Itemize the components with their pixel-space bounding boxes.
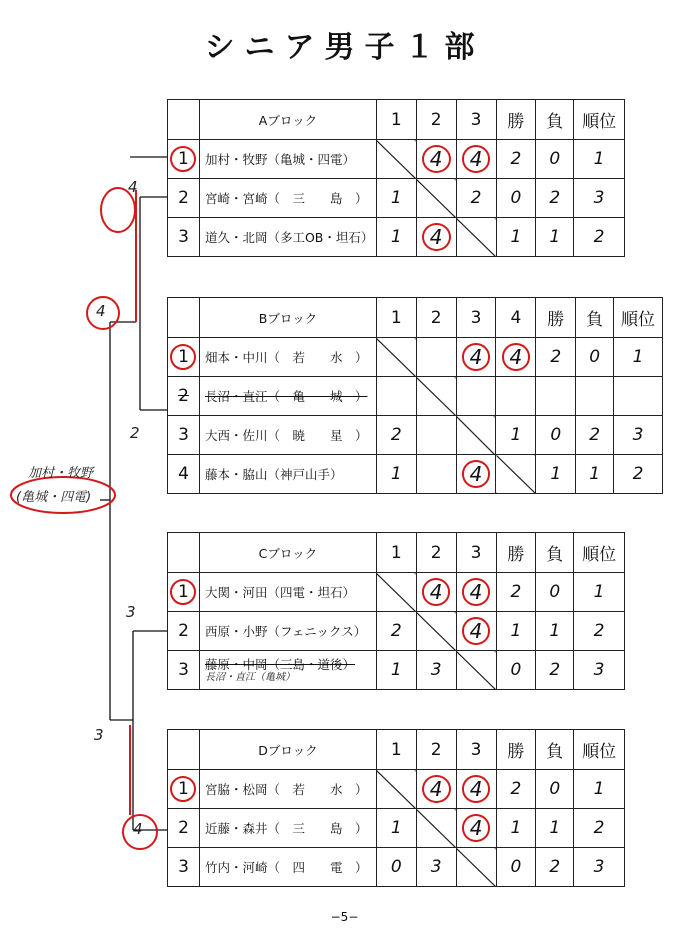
col-header: 4	[496, 298, 536, 338]
losses: 2	[536, 848, 574, 887]
win-header: 勝	[496, 730, 536, 770]
team-no: 1	[170, 579, 196, 605]
rank: 2	[574, 809, 625, 848]
losses: 0	[536, 140, 574, 179]
result-score: 1	[496, 416, 536, 455]
result-score: 0	[376, 848, 416, 887]
rank-header: 順位	[574, 730, 625, 770]
bracket-score: 2	[130, 424, 140, 442]
rank: 3	[574, 651, 625, 690]
col-header: 3	[456, 533, 496, 573]
result-score: 3	[416, 651, 456, 690]
result-score: 1	[376, 651, 416, 690]
rank: 1	[574, 140, 625, 179]
team-no: 2	[168, 809, 200, 848]
rank: 1	[574, 573, 625, 612]
team-no: 1	[170, 146, 196, 172]
wins: 0	[496, 651, 536, 690]
rank: 1	[614, 338, 663, 377]
col-header: 2	[416, 730, 456, 770]
wins: 0	[536, 416, 576, 455]
result-score: 4	[462, 343, 491, 371]
col-header: 2	[416, 100, 456, 140]
team-name: 宮崎・宮崎（ 三 島 ）	[199, 179, 376, 218]
result-score: 4	[462, 578, 491, 606]
losses: 0	[536, 770, 574, 809]
team-no: 2	[168, 377, 200, 416]
team-name-replacement: 長沼・直江（亀城）	[204, 671, 295, 683]
losses: 1	[576, 455, 614, 494]
team-name: 道久・北岡（多工OB・坦石）	[199, 218, 376, 257]
wins: 1	[496, 612, 536, 651]
team-no: 3	[168, 218, 200, 257]
losses: 2	[536, 179, 574, 218]
team-name: 大西・佐川（ 暁 星 ）	[199, 416, 376, 455]
result-score: 2	[376, 416, 416, 455]
team-no: 3	[168, 848, 200, 887]
rank: 1	[574, 770, 625, 809]
col-header: 2	[416, 533, 456, 573]
col-header: 3	[456, 100, 496, 140]
result-score: 4	[502, 343, 531, 371]
result-score: 4	[422, 145, 451, 173]
loss-header: 負	[536, 533, 574, 573]
losses: 1	[536, 218, 574, 257]
wins: 2	[496, 140, 536, 179]
wins: 1	[536, 455, 576, 494]
win-header: 勝	[536, 298, 576, 338]
bracket-score: 3	[94, 726, 104, 744]
result-score: 4	[462, 814, 491, 842]
loss-header: 負	[576, 298, 614, 338]
wins: 2	[496, 770, 536, 809]
result-score: 4	[422, 775, 451, 803]
team-name-withdrawn: 藤原・中岡（三島・道後）	[204, 656, 355, 672]
team-name: 西原・小野（フェニックス）	[199, 612, 376, 651]
wins: 0	[496, 179, 536, 218]
bracket-score: 4	[133, 820, 143, 838]
winner-team: (亀城・四電)	[16, 490, 92, 505]
result-score: 3	[416, 848, 456, 887]
rank: 3	[574, 179, 625, 218]
losses: 1	[536, 809, 574, 848]
team-name: 大関・河田（四電・坦石）	[199, 573, 376, 612]
win-header: 勝	[496, 533, 536, 573]
team-name-withdrawn: 長沼・直江（ 亀 城 ）	[199, 377, 376, 416]
result-score: 1	[376, 218, 416, 257]
wins: 1	[496, 218, 536, 257]
col-header: 2	[416, 298, 456, 338]
block-b-name: Bブロック	[199, 298, 376, 338]
team-name: 近藤・森井（ 三 島 ）	[199, 809, 376, 848]
result-score: 1	[376, 179, 416, 218]
block-d-name: Dブロック	[199, 730, 376, 770]
team-no: 3	[168, 651, 200, 690]
result-score: 2	[456, 179, 496, 218]
loss-header: 負	[536, 730, 574, 770]
wins: 2	[496, 573, 536, 612]
team-no: 2	[168, 612, 200, 651]
loss-header: 負	[536, 100, 574, 140]
winner-name: 加村・牧野	[28, 466, 94, 481]
block-c-name: Cブロック	[199, 533, 376, 573]
result-score: 4	[462, 460, 491, 488]
result-score: 4	[422, 578, 451, 606]
result-score: 4	[462, 145, 491, 173]
result-score: 4	[462, 617, 491, 645]
rank: 3	[614, 416, 663, 455]
col-header: 1	[376, 533, 416, 573]
col-header: 3	[456, 730, 496, 770]
losses: 0	[536, 573, 574, 612]
rank-header: 順位	[614, 298, 663, 338]
rank-header: 順位	[574, 100, 625, 140]
team-name: 宮脇・松岡（ 若 水 ）	[199, 770, 376, 809]
team-no: 1	[170, 344, 196, 370]
bracket-score: 3	[126, 603, 136, 621]
col-header: 1	[376, 298, 416, 338]
result-score: 2	[376, 612, 416, 651]
team-no: 3	[168, 416, 200, 455]
win-header: 勝	[496, 100, 536, 140]
result-score: 4	[422, 223, 451, 251]
result-score: 1	[376, 809, 416, 848]
rank: 2	[574, 218, 625, 257]
wins: 0	[496, 848, 536, 887]
block-a-name: Aブロック	[199, 100, 376, 140]
rank: 2	[574, 612, 625, 651]
bracket-score: 4	[128, 178, 138, 196]
wins: 1	[496, 809, 536, 848]
team-name: 竹内・河崎（ 四 電 ）	[199, 848, 376, 887]
team-name: 加村・牧野（亀城・四電）	[199, 140, 376, 179]
bracket-score: 4	[96, 302, 106, 320]
col-header: 1	[376, 100, 416, 140]
losses: 2	[576, 416, 614, 455]
losses: 1	[536, 612, 574, 651]
col-header: 3	[456, 298, 496, 338]
team-name: 畑本・中川（ 若 水 ）	[199, 338, 376, 377]
page-number: −5−	[330, 910, 359, 924]
result-score: 4	[462, 775, 491, 803]
team-no: 2	[168, 179, 200, 218]
losses: 2	[536, 651, 574, 690]
team-no: 1	[170, 776, 196, 802]
rank: 2	[614, 455, 663, 494]
result-score: 1	[376, 455, 416, 494]
team-name: 藤本・脇山（神戸山手）	[199, 455, 376, 494]
team-no: 4	[168, 455, 200, 494]
wins: 2	[536, 338, 576, 377]
page-title: シニア男子１部	[204, 30, 485, 65]
rank: 3	[574, 848, 625, 887]
losses: 0	[576, 338, 614, 377]
col-header: 1	[376, 730, 416, 770]
rank-header: 順位	[574, 533, 625, 573]
